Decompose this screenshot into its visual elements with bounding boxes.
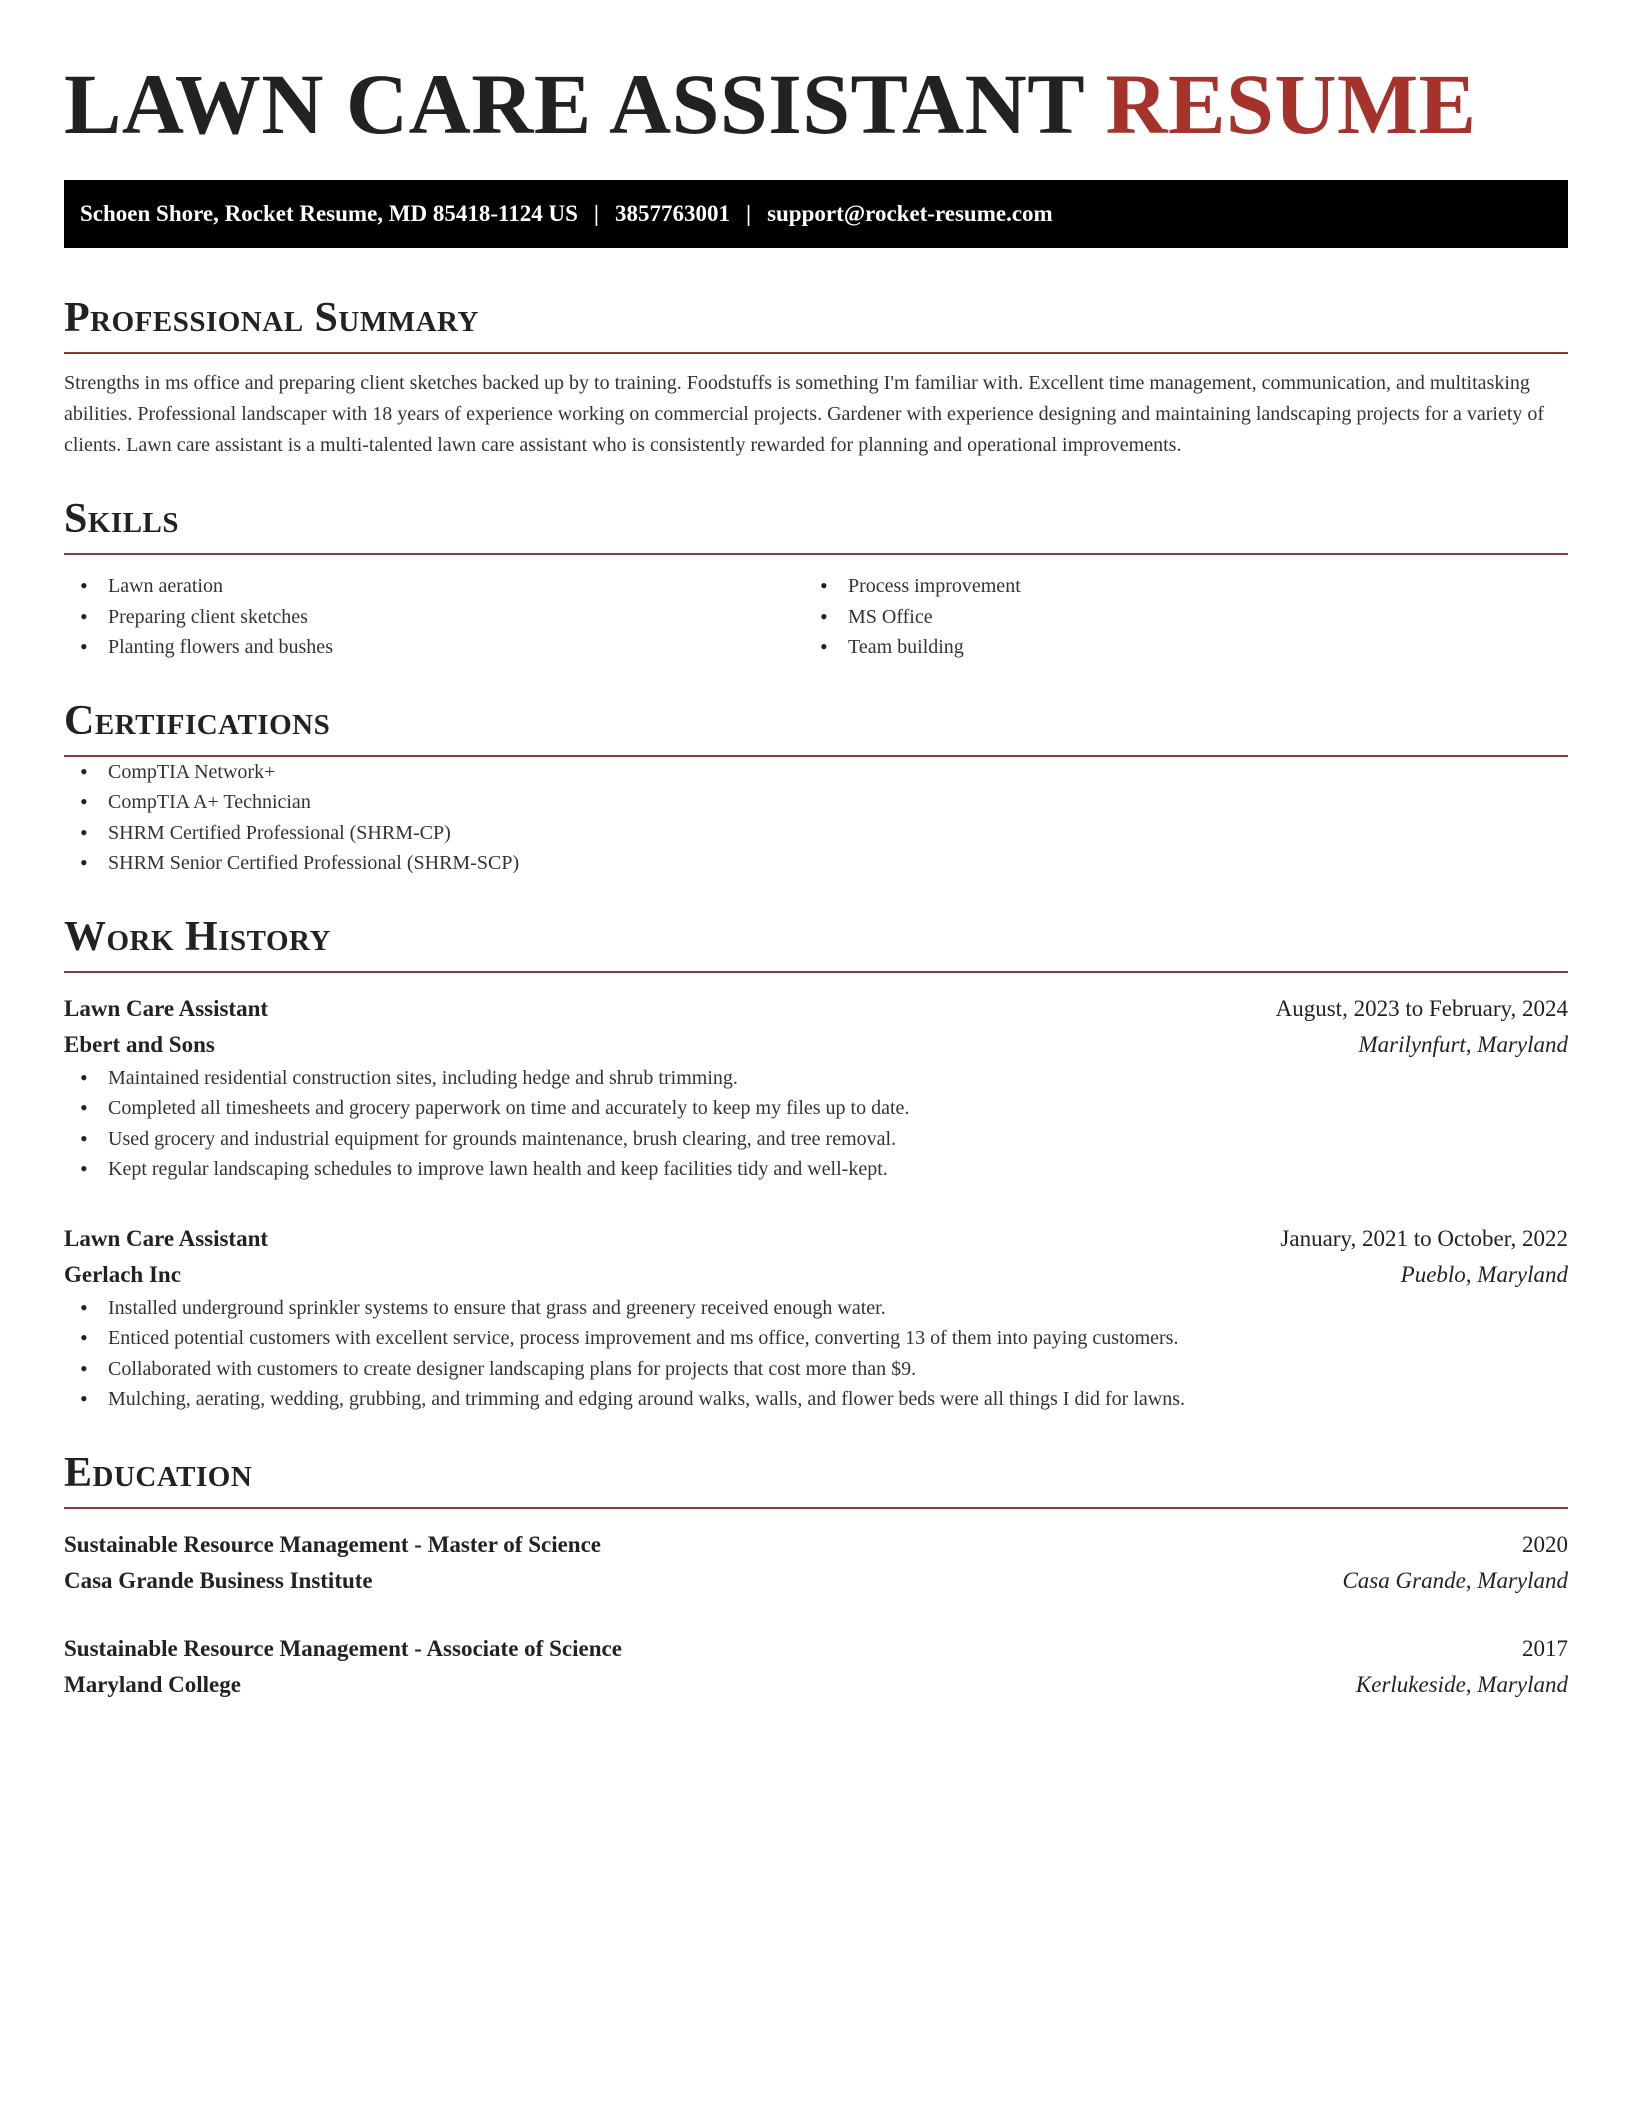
- education-degree-row: [64, 1527, 1568, 1563]
- education-school-row: [64, 1667, 1568, 1703]
- skill-item: • Process improvement: [804, 571, 1544, 602]
- certification-list: [64, 757, 1568, 879]
- summary-text: Strengths in ms office and preparing client sketches backed up by to training. Foodstuffs is something I'm familiar with. Excellent time management, communication, and multitasking abilities. Professional landscaper with 18 years of experience working on commercial projects. Gardener with experience designing and maintaining landscaping projects for a variety of clients. Lawn care assistant is a multi-talented lawn care assistant who is consistently rewarded for planning and operational improvements.: [64, 372, 1545, 456]
- contact-separator: |: [593, 201, 599, 226]
- job-entry: [64, 991, 1568, 1185]
- skill-item: • Planting flowers and bushes: [64, 632, 804, 663]
- education-location: Casa Grande, Maryland: [1342, 1567, 1568, 1593]
- certifications-section: [64, 691, 1568, 879]
- section-divider: [64, 1507, 1568, 1509]
- contact-phone: 3857763001: [614, 201, 730, 226]
- job-bullet: • Collaborated with customers to create designer landscaping plans for projects that cost more than $9.: [64, 1354, 1568, 1385]
- skill-item: • Preparing client sketches: [64, 602, 804, 633]
- job-bullet: • Maintained residential construction sites, including hedge and shrub trimming.: [64, 1063, 1568, 1094]
- job-entry: [64, 1221, 1568, 1415]
- job-bullet: • Enticed potential customers with excellent service, process improvement and ms office, converting 13 of them into paying customers.: [64, 1323, 1568, 1354]
- skill-item: • Lawn aeration: [64, 571, 804, 602]
- section-title-skills: Skills: [64, 496, 180, 542]
- education-year: 2017: [1522, 1635, 1568, 1661]
- education-degree: Sustainable Resource Management - Associate of Science: [64, 1635, 622, 1661]
- education-year: 2020: [1522, 1531, 1568, 1557]
- job-company-row: [64, 1027, 1568, 1063]
- job-title: Lawn Care Assistant: [64, 995, 269, 1021]
- job-title: Lawn Care Assistant: [64, 1225, 269, 1251]
- skills-grid: [64, 571, 1568, 663]
- section-title-summary: Professional Summary: [64, 295, 479, 341]
- certification-item: • CompTIA Network+: [64, 757, 1568, 788]
- education-entry: [64, 1631, 1568, 1703]
- job-bullet: • Kept regular landscaping schedules to improve lawn health and keep facilities tidy and well-kept.: [64, 1154, 1568, 1185]
- certification-item: • CompTIA A+ Technician: [64, 787, 1568, 818]
- job-dates: January, 2021 to October, 2022: [1280, 1225, 1568, 1251]
- section-title-work: Work History: [64, 913, 331, 960]
- section-divider: [64, 352, 1568, 354]
- section-title-education: Education: [64, 1449, 253, 1496]
- title-main: LAWN CARE ASSISTANT: [64, 56, 1084, 152]
- section-divider: [64, 553, 1568, 555]
- job-title-row: [64, 991, 1568, 1027]
- job-title-row: [64, 1221, 1568, 1257]
- education-degree: Sustainable Resource Management - Master of Science: [64, 1531, 602, 1557]
- education-school: Casa Grande Business Institute: [64, 1567, 373, 1593]
- job-bullet: • Used grocery and industrial equipment for grounds maintenance, brush clearing, and tree removal.: [64, 1124, 1568, 1155]
- work-section: [64, 907, 1568, 1415]
- job-bullet: • Completed all timesheets and grocery paperwork on time and accurately to keep my files up to date.: [64, 1093, 1568, 1124]
- education-school: Maryland College: [64, 1671, 241, 1697]
- skills-section: [64, 489, 1568, 663]
- skill-item: • Team building: [804, 632, 1544, 663]
- job-location: Marilynfurt, Maryland: [1358, 1031, 1568, 1057]
- section-divider: [64, 971, 1568, 973]
- skills-column-right: [804, 571, 1544, 663]
- resume-title: [64, 0, 1568, 156]
- contact-bar: [64, 180, 1568, 248]
- job-bullet-list: [64, 1063, 1568, 1185]
- education-entry: [64, 1527, 1568, 1599]
- job-company: Ebert and Sons: [64, 1031, 215, 1057]
- title-accent: RESUME: [1105, 56, 1477, 152]
- job-company: Gerlach Inc: [64, 1261, 181, 1287]
- job-company-row: [64, 1257, 1568, 1293]
- section-title-certifications: Certifications: [64, 697, 331, 744]
- certification-item: • SHRM Senior Certified Professional (SHRM-SCP): [64, 848, 1568, 879]
- job-bullet: • Mulching, aerating, wedding, grubbing, and trimming and edging around walks, walls, and flower beds were all things I did for lawns.: [64, 1384, 1568, 1415]
- education-school-row: [64, 1563, 1568, 1599]
- education-section: [64, 1443, 1568, 1703]
- certification-item: • SHRM Certified Professional (SHRM-CP): [64, 818, 1568, 849]
- skills-column-left: [64, 571, 804, 663]
- education-degree-row: [64, 1631, 1568, 1667]
- contact-email: support@rocket-resume.com: [767, 201, 1053, 226]
- summary-section: [64, 288, 1568, 461]
- education-location: Kerlukeside, Maryland: [1355, 1671, 1568, 1697]
- job-bullet-list: [64, 1293, 1568, 1415]
- job-bullet: • Installed underground sprinkler systems to ensure that grass and greenery received enough water.: [64, 1293, 1568, 1324]
- contact-address: Schoen Shore, Rocket Resume, MD 85418-1124 US: [80, 201, 578, 226]
- resume-page: [64, 0, 1568, 1703]
- skill-item: • MS Office: [804, 602, 1544, 633]
- job-location: Pueblo, Maryland: [1400, 1261, 1568, 1287]
- job-dates: August, 2023 to February, 2024: [1275, 995, 1568, 1021]
- contact-separator: |: [745, 201, 752, 226]
